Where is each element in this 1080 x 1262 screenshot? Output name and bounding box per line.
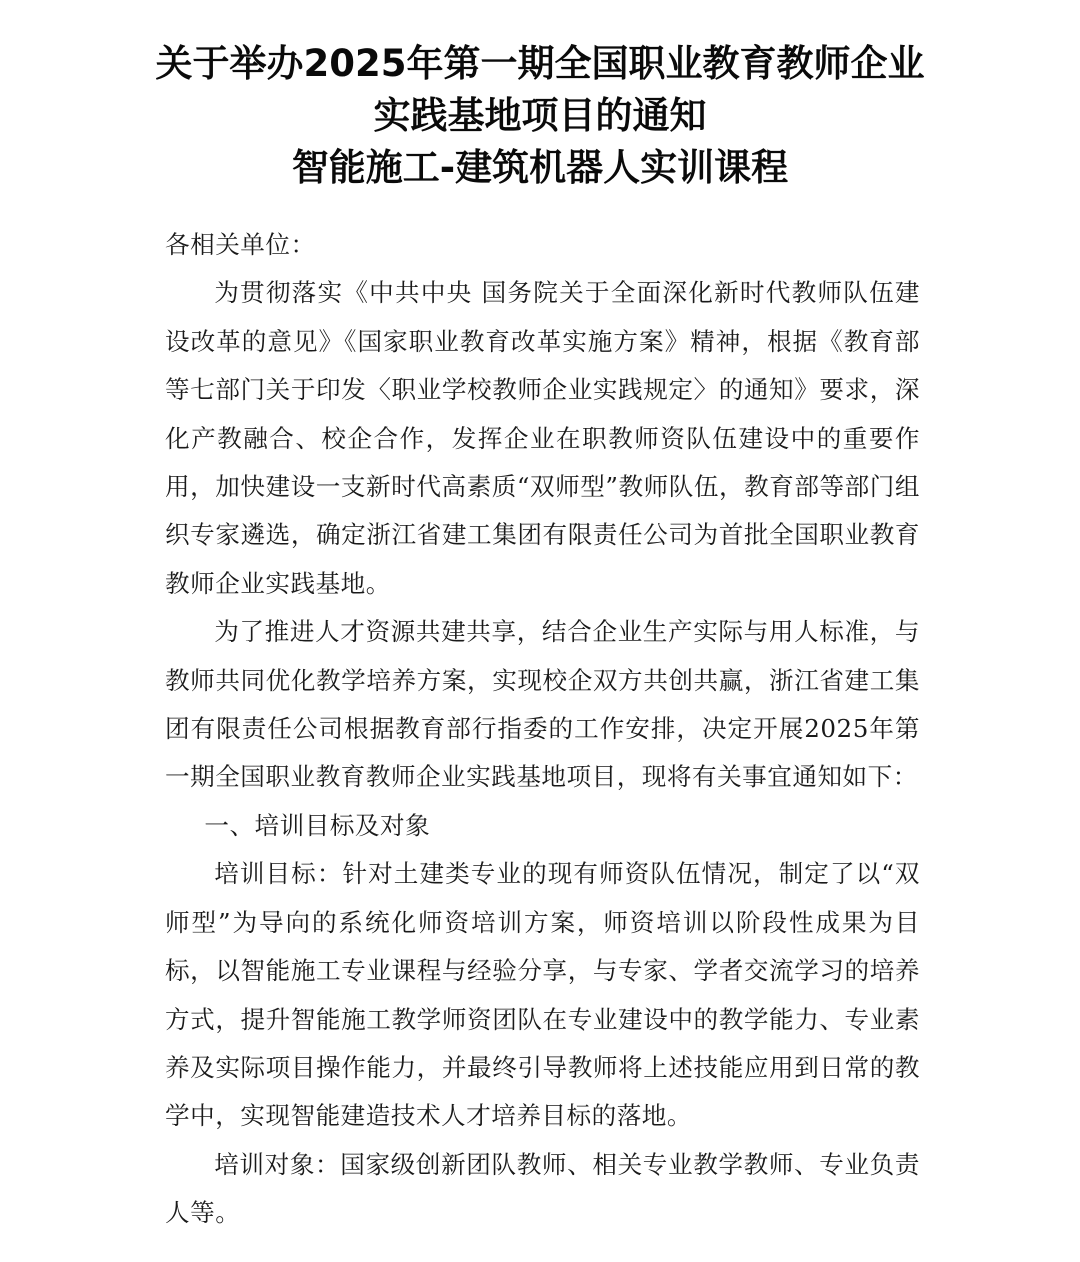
paragraph-background: 为贯彻落实《中共中央 国务院关于全面深化新时代教师队伍建设改革的意见》《国家职业教育改革实施方案》精神，根据《教育部等七部门关于印发〈职业学校教师企业实践规定〉的通知》要求，深化产教融合、校企合作，发挥企业在职教师资队伍建设中的重要作用，加快建设一支新时代高素质“双师型”教师队伍，教育部等部门组织专家遴选，确定浙江省建工集团有限责任公司为首批全国职业教育教师企业实践基地。 — [165, 278, 920, 598]
salutation: 各相关单位： — [165, 230, 316, 259]
paragraph-purpose: 为了推进人才资源共建共享，结合企业生产实际与用人标准，与教师共同优化教学培养方案，实现校企双方共创共赢，浙江省建工集团有限责任公司根据教育部行指委的工作安排，决定开展2025年第一期全国职业教育教师企业实践基地项目，现将有关事宜通知如下： — [165, 617, 920, 792]
section-heading: 一、培训目标及对象 — [204, 810, 431, 840]
paragraph-training-goal: 培训目标：针对土建类专业的现有师资队伍情况，制定了以“双师型”为导向的系统化师资培训方案，师资培训以阶段性成果为目标，以智能施工专业课程与经验分享，与专家、学者交流学习的培养方式，提升智能施工教学师资团队在专业建设中的教学能力、专业素养及实际项目操作能力，并最终引导教师将上述技能应用到日常的教学中，实现智能建造技术人才培养目标的落地。 — [165, 859, 920, 1131]
document-body — [165, 221, 920, 1238]
paragraph-training-target: 培训对象：国家级创新团队教师、相关专业教学教师、专业负责人等。 — [165, 1149, 920, 1228]
title-line-1: 关于举办2025年第一期全国职业教育教师企业 — [155, 42, 925, 85]
title-line-2: 实践基地项目的通知 — [373, 94, 707, 137]
document-title — [0, 38, 1080, 194]
title-line-3: 智能施工-建筑机器人实训课程 — [291, 146, 789, 189]
